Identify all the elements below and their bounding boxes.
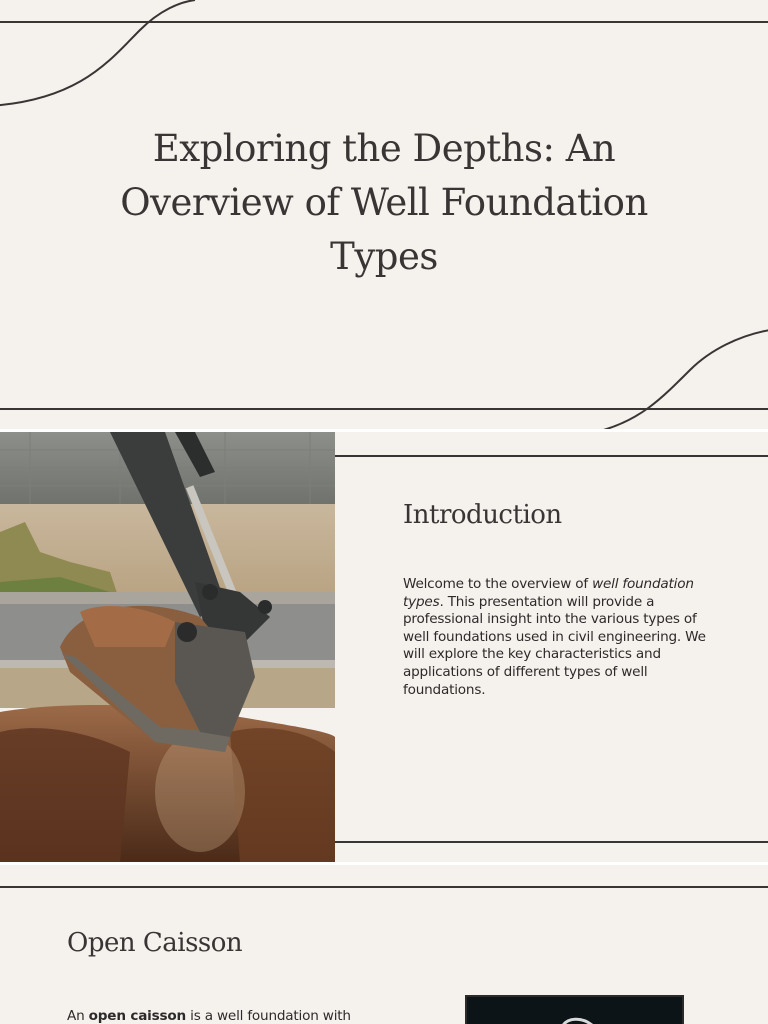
introduction-heading: Introduction — [403, 500, 562, 530]
introduction-slide — [0, 432, 768, 862]
image-placeholder-icon — [467, 997, 682, 1024]
intro-text-start: Welcome to the overview of — [403, 576, 593, 592]
excavator-photo — [0, 432, 335, 862]
title-slide — [0, 0, 768, 429]
top-divider-line — [0, 886, 768, 888]
caisson-text-bold: open caisson — [88, 1008, 187, 1024]
bottom-divider-line — [0, 408, 768, 410]
caisson-text-end: is a well foundation with — [186, 1008, 351, 1024]
presentation-title: Exploring the Depths: An Overview of Well Foundation Types — [120, 127, 648, 278]
intro-text-end: . This presentation will provide a professional insight into the various types of well foundations used in civil engineering. We will explore the key characteristics and applications of different types of well foundations. — [403, 593, 706, 698]
open-caisson-paragraph — [67, 1008, 407, 1024]
open-caisson-heading: Open Caisson — [67, 928, 243, 958]
open-caisson-slide — [0, 865, 768, 1024]
open-caisson-image — [465, 995, 684, 1024]
introduction-paragraph — [403, 576, 713, 699]
bottom-divider-line — [335, 841, 768, 843]
intro-text-emphasis: well foundation types — [403, 576, 694, 610]
caisson-text-start: An — [67, 1008, 89, 1024]
top-divider-line — [335, 455, 768, 457]
